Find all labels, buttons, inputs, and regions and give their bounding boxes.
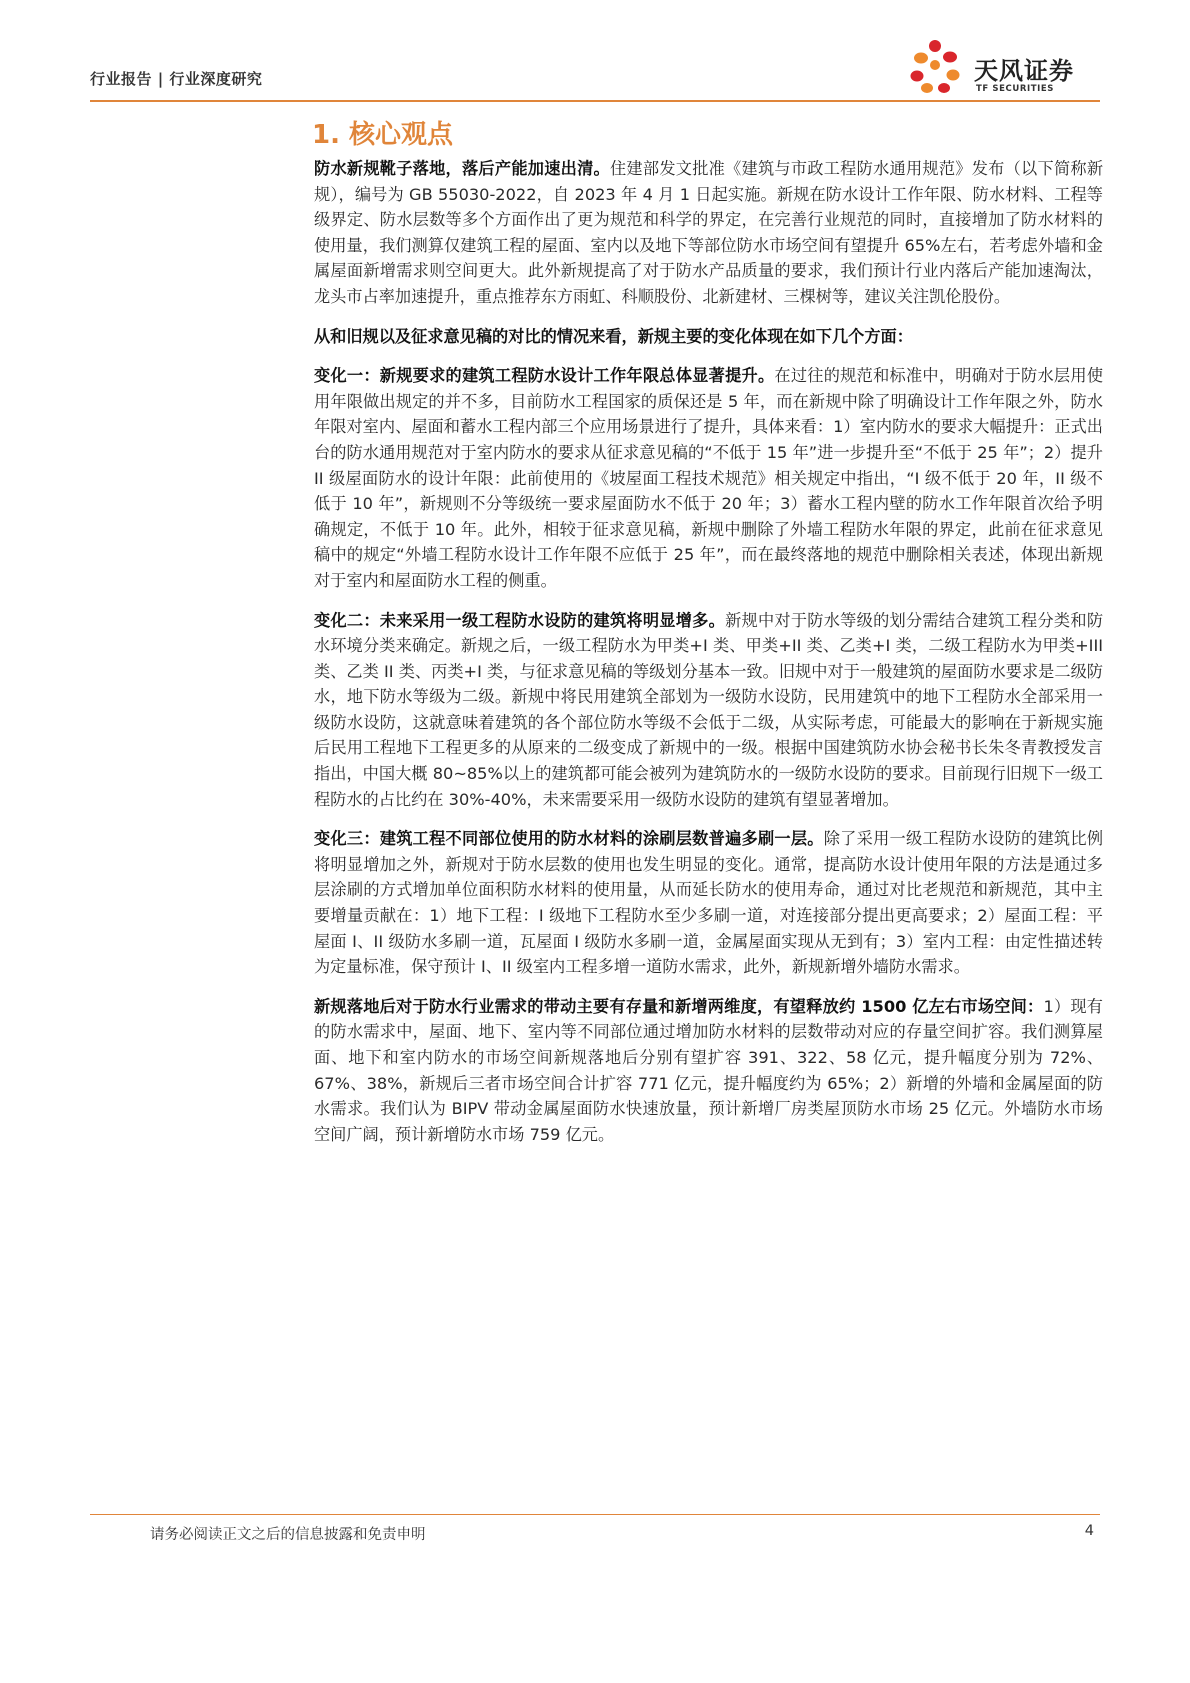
footer-disclaimer: 请务必阅读正文之后的信息披露和免责申明 — [150, 1527, 426, 1543]
tf-securities-logo — [900, 38, 1100, 100]
paragraph-lead: 变化一：新规要求的建筑工程防水设计工作年限总体显著提升。 — [314, 366, 775, 386]
paragraph-lead: 新规落地后对于防水行业需求的带动主要有存量和新增两维度，有望释放约 1500 亿左右市场空间： — [314, 996, 1044, 1016]
logo-english-name: TF SECURITIES — [976, 84, 1055, 94]
paragraph-body: 除了采用一级工程防水设防的建筑比例将明显增加之外，新规对于防水层数的使用也发生明显的变化。通常，提高防水设计使用年限的方法是通过多层涂刷的方式增加单位面积防水材料的使用量，从而延长防水的使用寿命，通过对比老规范和新规范，其中主要增量贡献在：1）地下工程：I 级地下工程防水至少多刷一道，对连接部分提出更高要求；2）屋面工程：平屋面 I、II 级防水多刷一道，瓦屋面 I 级防水多刷一道，金属屋面实现从无到有；3）室内工程：由定性描述转为定量标准，保守预计 I、II 级室内工程多增一道防水需求，此外，新规新增外墙防水需求。 — [314, 829, 1104, 977]
paragraph-lead: 防水新规靴子落地，落后产能加速出清。 — [314, 159, 610, 178]
flower-logo-icon — [900, 38, 970, 100]
paragraph-lead: 从和旧规以及征求意见稿的对比的情况来看，新规主要的变化体现在如下几个方面： — [314, 326, 913, 346]
paragraph-body: 在过往的规范和标准中，明确对于防水层用使用年限做出规定的并不多，目前防水工程国家的质保还是 5 年，而在新规中除了明确设计工作年限之外，防水年限对室内、屋面和蓄水工程内部三个应用场景进行了提升，具体来看：1）室内防水的要求大幅提升：正式出台的防水通用规范对于室内防水的要求从征求意见稿的“不低于 15 年”进一步提升至“不低于 25 年”；2）提升 II 级屋面防水的设计年限：此前使用的《坡屋面工程技术规范》相关规定中指出，“I 级不低于 20 年，II 级不低于 10 年”，新规则不分等级统一要求屋面防水不低于 20 年；3）蓄水工程内壁的防水工作年限首次给予明确规定，不低于 10 年。此外，相较于征求意见稿，新规中删除了外墙工程防水年限的界定，此前在征求意见稿中的规定“外墙工程防水设计工作年限不应低于 25 年”，而在最终落地的规范中删除相关表述，体现出新规对于室内和屋面防水工程的侧重。 — [314, 366, 1104, 590]
paragraph-body: 新规中对于防水等级的划分需结合建筑工程分类和防水环境分类来确定。新规之后，一级工程防水为甲类+I 类、甲类+II 类、乙类+I 类，二级工程防水为甲类+III 类、乙类 II 类、丙类+I 类，与征求意见稿的等级划分基本一致。旧规中对于一般建筑的屋面防水要求是二级防水，地下防水等级为二级。新规中将民用建筑全部划为一级防水设防，民用建筑中的地下工程防水全部采用一级防水设防，这就意味着建筑的各个部位防水等级不会低于二级，从实际考虑，可能最大的影响在于新规实施后民用工程地下工程更多的从原来的二级变成了新规中的一级。根据中国建筑防水协会秘书长朱冬青教授发言指出，中国大概 80~85%以上的建筑都可能会被列为建筑防水的一级防水设防的要求。目前现行旧规下一级工程防水的占比约在 30%-40%，未来需要采用一级防水设防的建筑有望显著增加。 — [314, 610, 1104, 809]
paragraph-lead: 变化三：建筑工程不同部位使用的防水材料的涂刷层数普遍多刷一层。 — [314, 829, 824, 849]
report-category: 行业报告 | 行业深度研究 — [90, 70, 263, 88]
paragraph-body: 住建部发文批准《建筑与市政工程防水通用规范》发布（以下简称新规），编号为 GB 55030-2022，自 2023 年 4 月 1 日起实施。新规在防水设计工作年限、防水材料、工程等级界定、防水层数等多个方面作出了更为规范和科学的界定，在完善行业规范的同时，直接增加了防水材料的使用量，我们测算仅建筑工程的屋面、室内以及地下等部位防水市场空间有望提升 65%左右，若考虑外墙和金属屋面新增需求则空间更大。此外新规提高了对于防水产品质量的要求，我们预计行业内落后产能加速淘汰，龙头市占率加速提升，重点推荐东方雨虹、科顺股份、北新建材、三棵树等，建议关注凯伦股份。 — [314, 159, 1104, 306]
paragraph-change-one — [314, 363, 1103, 593]
paragraph-lead: 变化二：未来采用一级工程防水设防的建筑将明显增多。 — [314, 610, 726, 630]
page-number: 4 — [1084, 1523, 1094, 1539]
main-content — [314, 156, 1103, 1161]
paragraph-market-space — [314, 994, 1103, 1148]
logo-chinese-name: 天风证券 — [974, 57, 1074, 85]
paragraph-comparison-intro — [314, 324, 1103, 350]
paragraph-body: 1）现有的防水需求中，屋面、地下、室内等不同部位通过增加防水材料的层数带动对应的存量空间扩容。我们测算屋面、地下和室内防水的市场空间新规落地后分别有望扩容 391、322、58 亿元，提升幅度分别为 72%、67%、38%，新规后三者市场空间合计扩容 771 亿元，提升幅度约为 65%；2）新增的外墙和金属屋面的防水需求。我们认为 BIPV 带动金属屋面防水快速放量，预计新增厂房类屋顶防水市场 25 亿元。外墙防水市场空间广阔，预计新增防水市场 759 亿元。 — [314, 996, 1103, 1144]
paragraph-summary — [314, 156, 1103, 310]
paragraph-change-two — [314, 608, 1103, 813]
section-title: 1. 核心观点 — [312, 120, 454, 150]
footer-divider — [90, 1514, 1100, 1515]
page-header — [90, 57, 1100, 96]
header-divider — [90, 100, 1100, 102]
paragraph-change-three — [314, 826, 1103, 980]
